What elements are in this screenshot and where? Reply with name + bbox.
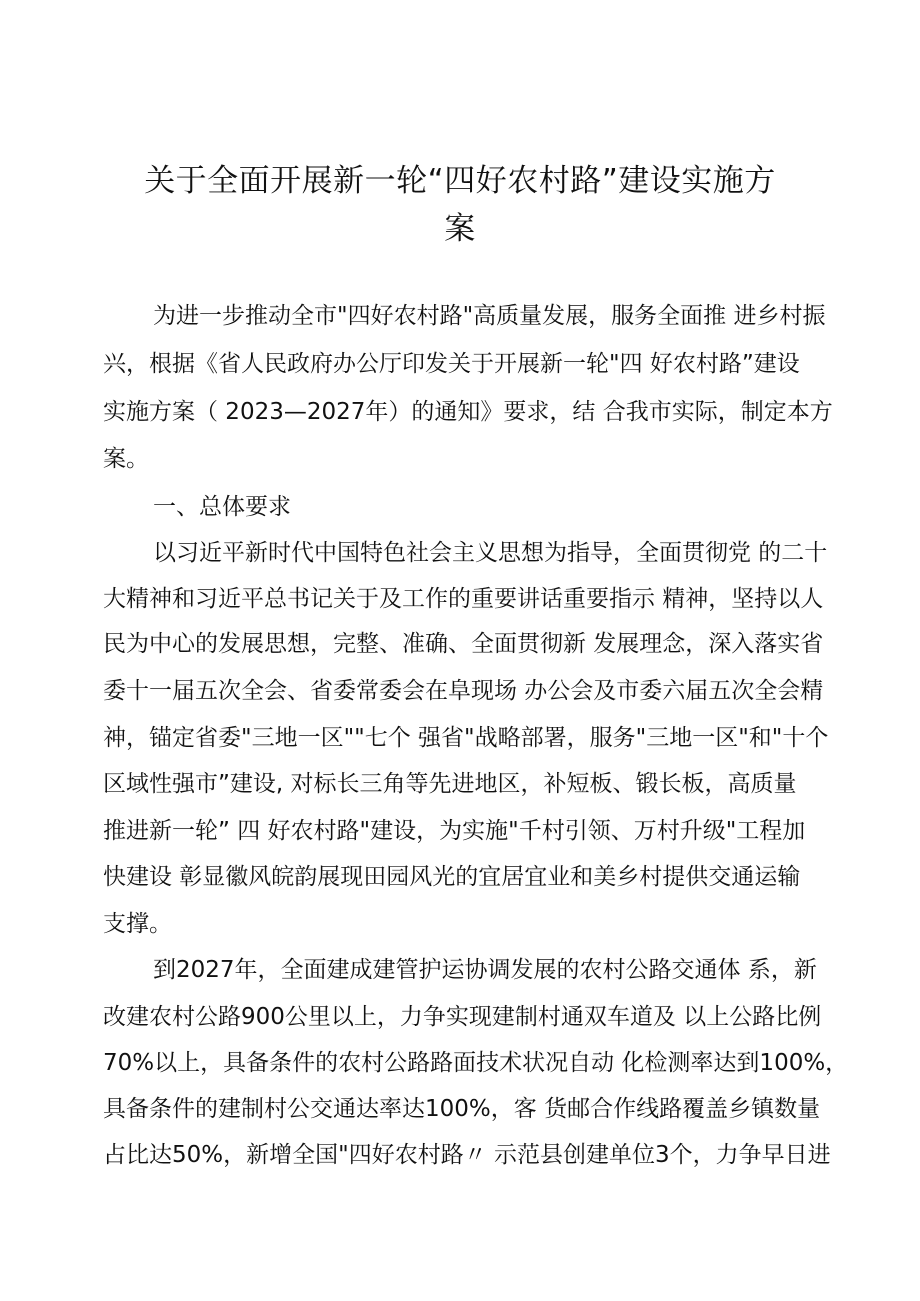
- paragraph-line: 快建设 彰显徽风皖韵展现田园风光的宜居宜业和美乡村提供交通运输: [103, 864, 801, 890]
- paragraph-line: 区域性强市”建设, 对标长三角等先进地区，补短板、锻长板，高质量: [103, 771, 797, 797]
- paragraph-line: 兴，根据《省人民政府办公厅印发关于开展新一轮"四 好农村路”建设: [103, 351, 800, 377]
- paragraph-line: 70%以上，具备条件的农村公路路面技术状况自动 化检测率达到100%，: [103, 1050, 849, 1076]
- paragraph-line: 占比达50%，新增全国"四好农村路〃 示范县创建单位3个，力争早日进: [103, 1142, 831, 1168]
- paragraph-line: 以习近平新时代中国特色社会主义思想为指导，全面贯彻党 的二十: [153, 540, 828, 566]
- paragraph-line: 具备条件的建制村公交通达率达100%，客 货邮合作线路覆盖乡镇数量: [103, 1096, 821, 1122]
- paragraph-line: 到2027年，全面建成建管护运协调发展的农村公路交通体 系，新: [153, 957, 817, 983]
- paragraph-line: 神，锚定省委"三地一区""七个 强省"战略部署，服务"三地一区"和"十个: [103, 725, 829, 751]
- document-title-line-1: 关于全面开展新一轮“四好农村路”建设实施方: [144, 163, 776, 199]
- section-heading: 一、总体要求: [153, 494, 291, 520]
- paragraph-line: 委十一届五次全会、省委常委会在阜现场 办公会及市委六届五次全会精: [103, 678, 824, 704]
- paragraph-line: 支撑。: [103, 911, 172, 937]
- document-title-line-2: 案: [444, 211, 476, 247]
- paragraph-line: 案。: [103, 446, 149, 472]
- paragraph-line: 民为中心的发展思想，完整、准确、全面贯彻新 发展理念，深入落实省: [103, 631, 824, 657]
- paragraph-line: 改建农村公路900公里以上，力争实现建制村通双车道及 以上公路比例: [103, 1004, 822, 1030]
- paragraph-line: 实施方案（ 2023—2027年）的通知》要求，结 合我市实际，制定本方: [103, 399, 833, 425]
- paragraph-line: 为进一步推动全市"四好农村路"高质量发展，服务全面推 进乡村振: [153, 303, 826, 329]
- paragraph-line: 大精神和习近平总书记关于及工作的重要讲话重要指示 精神，坚持以人: [103, 586, 824, 612]
- paragraph-line: 推进新一轮” 四 好农村路"建设，为实施"千村引领、万村升级"工程加: [103, 818, 806, 844]
